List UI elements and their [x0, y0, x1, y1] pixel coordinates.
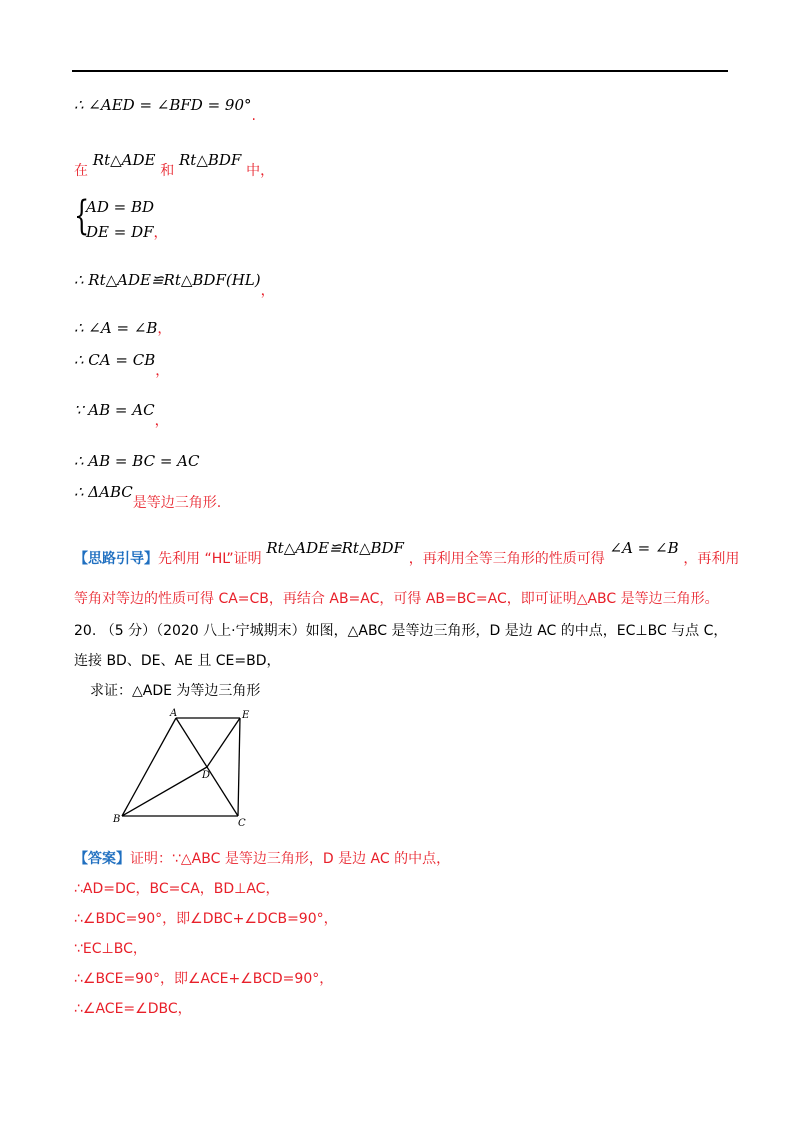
- proof-line-8: ∴ AB = BC = AC: [74, 452, 200, 470]
- problem-line-2: 连接 BD、DE、AE 且 CE=BD，: [74, 653, 281, 669]
- hint-line-1: 【思路引导】先利用 “HL”证明 Rt△ADE≌Rt△BDF ，再利用全等三角形的性质可得 ∠A = ∠B ，再利用: [74, 539, 740, 567]
- proof-line-7: ∵ AB = AC，: [74, 401, 169, 429]
- label-a: A: [170, 708, 178, 719]
- problem-line-3: 求证：△ADE 为等边三角形: [90, 683, 261, 699]
- proof-line-3b: DE = DF，: [86, 223, 168, 241]
- proof-line-6: ∴ CA = CB，: [74, 351, 170, 379]
- answer-line-3: ∴∠BDC=90°，即∠DBC+∠DCB=90°，: [74, 911, 338, 927]
- geometry-figure: [110, 706, 260, 830]
- header-rule: [72, 70, 728, 72]
- answer-line-1: 【答案】证明：∵△ABC 是等边三角形，D 是边 AC 的中点，: [74, 851, 451, 867]
- label-d: D: [202, 770, 211, 781]
- proof-line-4: ∴ Rt△ADE≌Rt△BDF(HL)，: [74, 271, 275, 299]
- label-b: B: [113, 814, 121, 825]
- system-brace: {: [74, 193, 90, 239]
- label-c: C: [238, 818, 246, 829]
- segment-de: [207, 718, 240, 767]
- hint-line-2: 等角对等边的性质可得 CA=CB，再结合 AB=AC，可得 AB=BC=AC，即可证明△ABC 是等边三角形。: [74, 591, 719, 607]
- proof-line-9: ∴ ΔABC是等边三角形.: [74, 483, 222, 511]
- proof-line-5: ∴ ∠A = ∠B，: [74, 319, 172, 337]
- problem-line-1: 20. （5 分）（2020 八上·宁城期末）如图，△ABC 是等边三角形，D 是边 AC 的中点，EC⊥BC 与点 C，: [74, 623, 728, 639]
- segment-ab: [122, 718, 176, 816]
- label-e: E: [242, 710, 250, 721]
- proof-line-2: 在 Rt△ADE 和 Rt△BDF 中，: [74, 151, 275, 179]
- segment-bd: [122, 767, 207, 816]
- answer-line-5: ∴∠BCE=90°，即∠ACE+∠BCD=90°，: [74, 971, 334, 987]
- answer-line-4: ∵EC⊥BC，: [74, 941, 147, 957]
- segment-ec: [238, 718, 240, 816]
- answer-line-6: ∴∠ACE=∠DBC，: [74, 1001, 192, 1017]
- proof-line-3a: AD = BD: [86, 198, 155, 216]
- answer-line-2: ∴AD=DC，BC=CA，BD⊥AC，: [74, 881, 280, 897]
- proof-line-1: ∴ ∠AED = ∠BFD = 90°.: [74, 96, 256, 124]
